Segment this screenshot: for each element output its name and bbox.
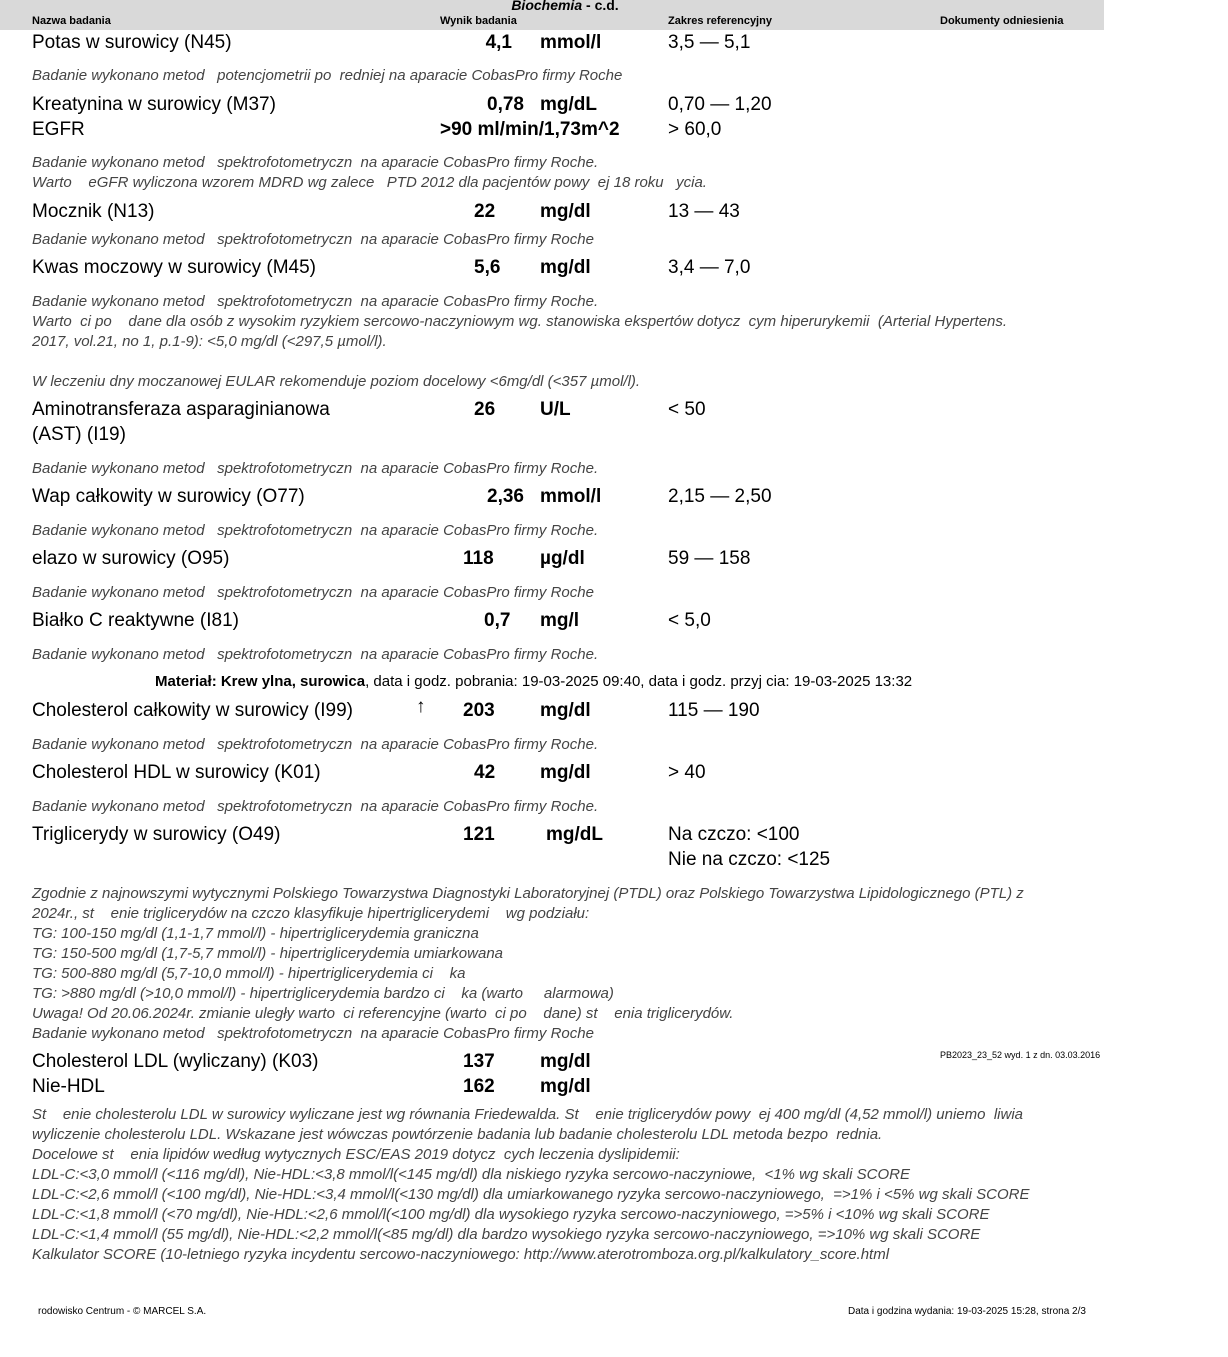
test-name: EGFR	[32, 119, 85, 140]
method-note: Badanie wykonano metod spektrofotometryczn na aparacie CobasPro firmy Roche. Warto eGFR wyliczona wzorem MDRD wg zalece PTD 2012 dla pacjentów powy ej 18 roku ycia.	[32, 154, 707, 191]
document-code: PB2023_23_52 wyd. 1 z dn. 03.03.2016	[940, 1050, 1101, 1060]
test-reference: < 50	[668, 399, 706, 420]
test-name: Aminotransferaza asparaginianowa	[32, 399, 330, 420]
test-name: Kreatynina w surowicy (M37)	[32, 94, 276, 115]
column-header-result: Wynik badania	[440, 15, 517, 27]
test-value: 0,78	[487, 94, 524, 115]
test-unit: mg/dL	[546, 824, 603, 845]
test-unit: µg/dl	[540, 548, 585, 569]
footer-left: rodowisko Centrum - © MARCEL S.A.	[38, 1306, 207, 1317]
column-header-documents: Dokumenty odniesienia	[940, 15, 1064, 27]
test-reference: 59 — 158	[668, 548, 751, 569]
test-reference: 115 — 190	[668, 700, 760, 721]
method-note: Badanie wykonano metod spektrofotometryczn na aparacie CobasPro firmy Roche.	[32, 736, 599, 753]
test-value: 5,6	[474, 257, 501, 278]
test-value: >90 ml/min/1,73m^2	[440, 119, 620, 140]
test-reference: 3,5 — 5,1	[668, 32, 751, 53]
test-name: Cholesterol całkowity w surowicy (I99)	[32, 700, 353, 721]
test-reference-continued: Nie na czczo: <125	[668, 849, 831, 870]
method-note: Badanie wykonano metod spektrofotometryczn na aparacie CobasPro firmy Roche.	[32, 646, 599, 663]
column-header-reference: Zakres referencyjny	[668, 15, 772, 27]
method-note: Zgodnie z najnowszymi wytycznymi Polskiego Towarzystwa Diagnostyki Laboratoryjnej (PTDL) oraz Polskiego Towarzystwa Lipidologicznego (PTL) z 2024r., st enie triglicerydów na czczo klasyfikuje hipertriglicerydemi wg podziału: TG: 100-150 mg/dl (1,1-1,7 mmol/l) - hipertriglicerydemia graniczna TG: 150-500 mg/dl (1,7-5,7 mmol/l) - hipertriglicerydemia umiarkowana TG: 500-880 mg/dl (5,7-10,0 mmol/l) - hipertriglicerydemia ci ka TG: >880 mg/dl (>10,0 mmol/l) - hipertriglicerydemia bardzo ci ka (warto alarmowa) Uwaga! Od 20.06.2024r. zmianie uległy warto ci referencyjne (warto ci po dane) st enia triglicerydów. Badanie wykonano metod spektrofotometryczn na aparacie CobasPro firmy Roche	[32, 885, 1024, 1042]
method-note: Badanie wykonano metod potencjometrii po redniej na aparacie CobasPro firmy Roche	[32, 67, 623, 84]
test-reference: 13 — 43	[668, 201, 740, 222]
method-note: Badanie wykonano metod spektrofotometryczn na aparacie CobasPro firmy Roche	[32, 584, 594, 601]
test-value: 137	[463, 1051, 495, 1072]
test-name: Cholesterol LDL (wyliczany) (K03)	[32, 1051, 319, 1072]
test-value: 4,1	[485, 32, 512, 53]
test-unit: mmol/l	[540, 32, 602, 53]
method-note: Badanie wykonano metod spektrofotometryczn na aparacie CobasPro firmy Roche.	[32, 798, 599, 815]
test-value: 121	[463, 824, 495, 845]
test-name: Potas w surowicy (N45)	[32, 32, 232, 53]
test-unit: mmol/l	[540, 486, 602, 507]
test-unit: mg/dl	[540, 1051, 591, 1072]
test-name: Nie-HDL	[32, 1076, 105, 1097]
test-value: 0,7	[484, 610, 511, 631]
method-note: Badanie wykonano metod spektrofotometryczn na aparacie CobasPro firmy Roche.	[32, 460, 599, 477]
test-reference: > 60,0	[668, 119, 722, 140]
test-reference: Na czczo: <100	[668, 824, 800, 845]
test-value: 26	[474, 399, 496, 420]
method-note: Badanie wykonano metod spektrofotometryczn na aparacie CobasPro firmy Roche.	[32, 522, 599, 539]
column-header-name: Nazwa badania	[32, 15, 111, 27]
high-flag-arrow-icon: ↑	[416, 696, 426, 717]
test-name: Białko C reaktywne (I81)	[32, 610, 239, 631]
test-name-continued: (AST) (I19)	[32, 424, 126, 445]
test-value: 2,36	[487, 486, 524, 507]
test-name: Triglicerydy w surowicy (O49)	[32, 824, 281, 845]
test-value: 203	[463, 700, 495, 721]
test-value: 162	[463, 1076, 495, 1097]
test-unit: mg/dl	[540, 762, 591, 783]
test-reference: 0,70 — 1,20	[668, 94, 772, 115]
test-value: 118	[463, 548, 494, 569]
test-name: Kwas moczowy w surowicy (M45)	[32, 257, 316, 278]
test-unit: mg/dl	[540, 1076, 591, 1097]
test-reference: 2,15 — 2,50	[668, 486, 772, 507]
test-reference: > 40	[668, 762, 706, 783]
test-unit: mg/dl	[540, 257, 591, 278]
test-unit: mg/l	[540, 610, 580, 631]
test-value: 22	[474, 201, 496, 222]
footer-right: Data i godzina wydania: 19-03-2025 15:28, strona 2/3	[848, 1306, 1086, 1317]
test-name: elazo w surowicy (O95)	[32, 548, 230, 569]
test-name: Cholesterol HDL w surowicy (K01)	[32, 762, 321, 783]
test-value: 42	[474, 762, 496, 783]
test-unit: mg/dl	[540, 201, 591, 222]
material-info: Materiał: Krew ylna, surowica, data i godz. pobrania: 19-03-2025 09:40, data i godz. przyj cia: 19-03-2025 13:32	[155, 673, 913, 690]
test-unit: U/L	[540, 399, 571, 420]
method-note: St enie cholesterolu LDL w surowicy wyliczane jest wg równania Friedewalda. St enie triglicerydów powy ej 400 mg/dl (4,52 mmol/l) uniemo liwia wyliczenie cholesterolu LDL. Wskazane jest wówczas powtórzenie badania lub badanie cholesterolu LDL metoda bezpo rednia. Docelowe st enia lipidów według wytycznych ESC/EAS 2019 dotycz cych leczenia dyslipidemii: LDL-C:<3,0 mmol/l (<116 mg/dl), Nie-HDL:<3,8 mmol/l(<145 mg/dl) dla niskiego ryzyka sercowo-naczyniowe, <1% wg skali SCORE LDL-C:<2,6 mmol/l (<100 mg/dl), Nie-HDL:<3,4 mmol/l(<130 mg/dl) dla umiarkowanego ryzyka sercowo-naczyniowego, =>1% i <5% wg skali SCORE LDL-C:<1,8 mmol/l (<70 mg/dl), Nie-HDL:<2,6 mmol/l(<100 mg/dl) dla wysokiego ryzyka sercowo-naczyniowego, =>5% i <10% wg skali SCORE LDL-C:<1,4 mmol/l (55 mg/dl), Nie-HDL:<2,2 mmol/l(<85 mg/dl) dla bardzo wysokiego ryzyka sercowo-naczyniowego, =>10% wg skali SCORE Kalkulator SCORE (10-letniego ryzyka incydentu sercowo-naczyniowego: http://www.aterotromboza.org.pl/kalkulatory_score.html	[32, 1106, 1030, 1263]
test-name: Wap całkowity w surowicy (O77)	[32, 486, 305, 507]
method-note: Badanie wykonano metod spektrofotometryczn na aparacie CobasPro firmy Roche	[32, 231, 594, 248]
method-note: Badanie wykonano metod spektrofotometryczn na aparacie CobasPro firmy Roche. Warto ci po dane dla osób z wysokim ryzykiem sercowo-naczyniowym wg. stanowiska ekspertów dotycz cym hiperurykemii (Arterial Hypertens. 2017, vol.21, no 1, p.1-9): <5,0 mg/dl (<297,5 µmol/l).	[32, 293, 1008, 350]
section-title: Biochemia - c.d.	[511, 0, 619, 13]
test-unit: mg/dL	[540, 94, 597, 115]
test-unit: mg/dl	[540, 700, 591, 721]
test-reference: 3,4 — 7,0	[668, 257, 751, 278]
test-reference: < 5,0	[668, 610, 711, 631]
test-name: Mocznik (N13)	[32, 201, 155, 222]
method-note: W leczeniu dny moczanowej EULAR rekomenduje poziom docelowy <6mg/dl (<357 µmol/l).	[32, 373, 641, 390]
